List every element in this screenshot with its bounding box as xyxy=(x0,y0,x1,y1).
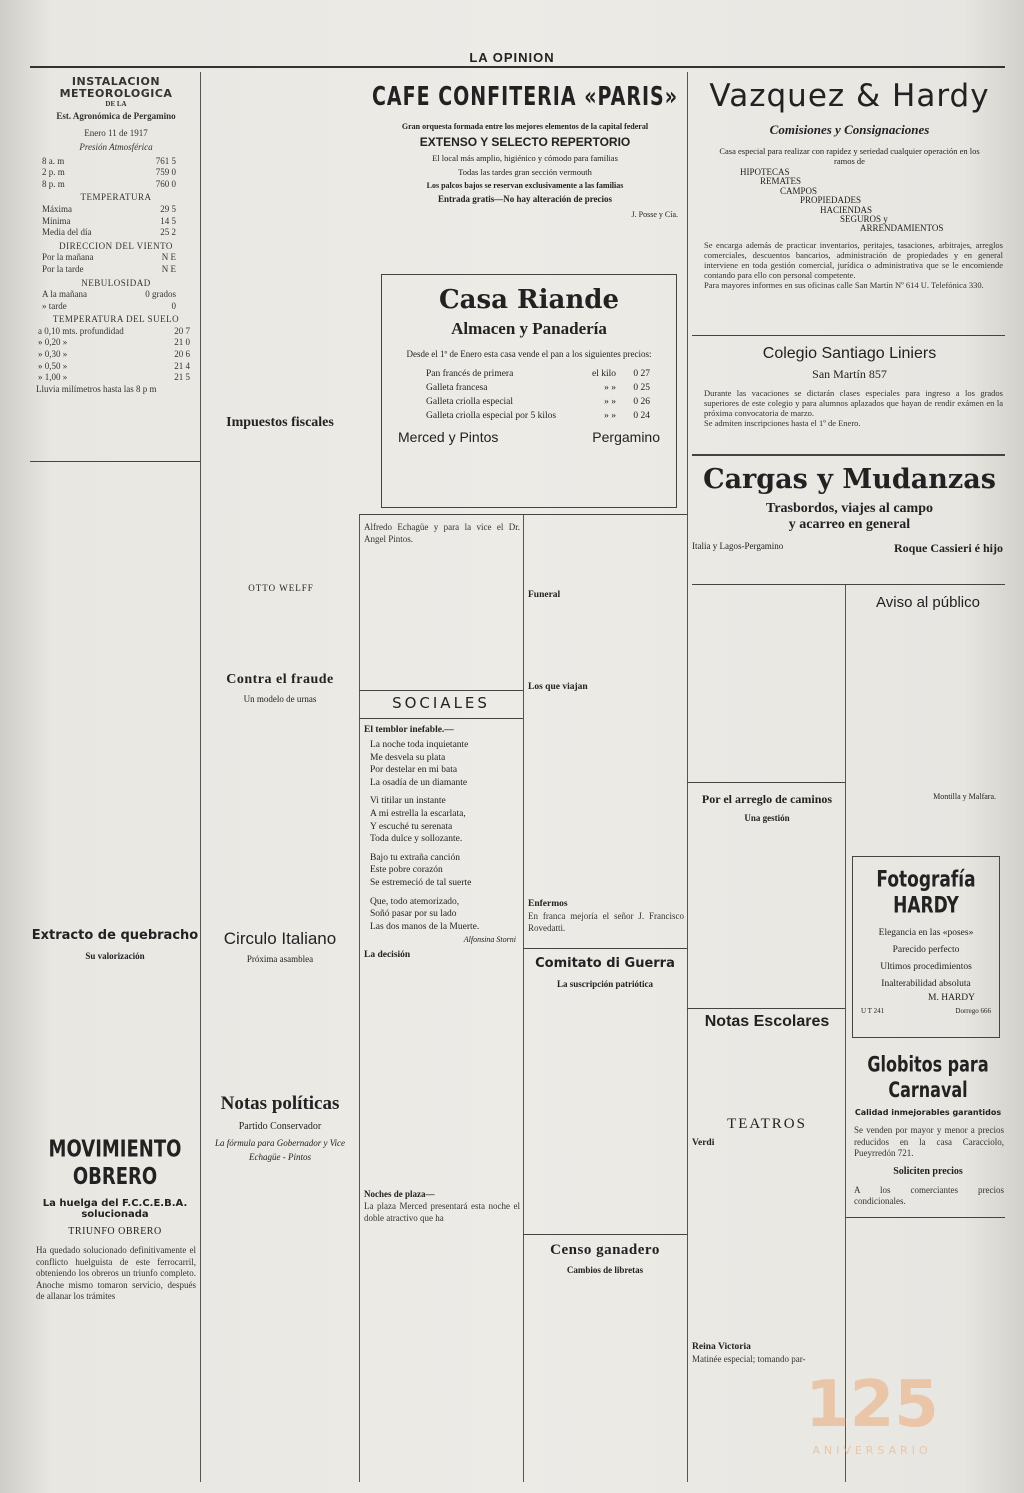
meteo-row-label: » 1,00 » xyxy=(38,372,68,383)
funeral-text xyxy=(528,602,684,682)
sociales-title: SOCIALES xyxy=(392,694,490,712)
fraude-title: Contra el fraude xyxy=(226,672,334,687)
reina-head: Reina Victoria xyxy=(692,1342,751,1352)
poem-line: Toda dulce y sollozante. xyxy=(370,834,463,845)
meteo-date: Enero 11 de 1917 xyxy=(84,128,148,139)
riande-item-unit: » » xyxy=(604,397,616,407)
circulo-title: Circulo Italiano xyxy=(223,929,337,948)
cargas-right: Roque Cassieri é hijo xyxy=(894,541,1003,555)
circulo-text xyxy=(206,970,356,1070)
verdi-head: Verdi xyxy=(692,1138,715,1148)
separator xyxy=(30,461,200,462)
funeral-article xyxy=(528,590,684,934)
meteo-soil-title: TEMPERATURA DEL SUELO xyxy=(52,314,180,325)
col6-bottom-text xyxy=(850,1222,1004,1372)
notas-politicas-sub3: Echagüe - Pintos xyxy=(249,1152,311,1162)
riande-price-item xyxy=(426,381,650,395)
quebracho-article xyxy=(30,928,200,1109)
meteo-row xyxy=(42,289,176,301)
globitos-text: Se venden por mayor y menor a precios reducidos en la casa Caracciolo, Pueyrredón 721. xyxy=(854,1125,1004,1159)
notas-politicas-text xyxy=(206,1168,356,1398)
temblor-article xyxy=(364,725,520,1225)
aviso-title: Aviso al público xyxy=(876,594,980,611)
temblor-head: El temblor inefable.— xyxy=(364,725,454,735)
cargas-left: Italia y Lagos-Pergamino xyxy=(692,541,784,551)
aviso-note xyxy=(854,803,1004,853)
col4-top-text xyxy=(528,522,684,588)
meteo-wind-title: DIRECCION DEL VIENTO xyxy=(59,240,173,251)
cargas-sub2: y acarreo en general xyxy=(788,517,911,532)
meteo-row-label: Por la tarde xyxy=(42,263,84,274)
cargas-title: Cargas y Mudanzas xyxy=(703,464,996,495)
meteo-row xyxy=(42,264,176,276)
foto-line: Elegancia en las «poses» xyxy=(878,928,974,938)
wind-table xyxy=(36,252,196,275)
poem-line: Que, todo atemorizado, xyxy=(370,896,460,907)
meteo-row xyxy=(42,156,176,168)
ad-casa-riande xyxy=(381,274,677,508)
verdi-text xyxy=(692,1150,842,1342)
riande-footer xyxy=(382,423,676,445)
caminos-article xyxy=(690,792,844,1014)
impuestos-text xyxy=(206,437,356,562)
meteo-row-value: 29 5 xyxy=(160,203,176,214)
riande-title: Casa Riande xyxy=(438,285,620,315)
globitos-text2: A los comerciantes precios condicionales. xyxy=(854,1184,1004,1207)
teatros-title: TEATROS xyxy=(727,1116,807,1132)
impuestos-article xyxy=(202,415,358,562)
meteo-row-label: a 0,10 mts. profundidad xyxy=(38,325,124,336)
teatros-article xyxy=(692,1138,842,1366)
noches-text: La plaza Merced presentará esta noche el doble atractivo que ha xyxy=(364,1201,520,1223)
foto-sign: M. HARDY xyxy=(928,993,975,1003)
meteo-row-value: 20 6 xyxy=(174,349,190,360)
fraude-sub: Un modelo de urnas xyxy=(243,694,317,704)
separator xyxy=(523,1234,687,1235)
meteo-row-value: 25 2 xyxy=(160,227,176,238)
riande-price-item xyxy=(426,395,650,409)
poem-line: Este pobre corazón xyxy=(370,865,443,876)
riande-item-unit: el kilo xyxy=(591,369,616,379)
circulo-sub: Próxima asamblea xyxy=(246,954,314,964)
notas-politicas-sub2: La fórmula para Gobernador y Vice xyxy=(214,1138,346,1148)
meteo-row-value: 21 5 xyxy=(174,372,190,383)
globitos-title: Globitos para Carnaval xyxy=(867,1051,989,1103)
meteo-row xyxy=(42,167,176,179)
censo-text xyxy=(528,1283,682,1453)
comitato-title: Comitato di Guerra xyxy=(535,956,675,971)
meteo-row-label: » tarde xyxy=(42,300,67,311)
comitato-article xyxy=(526,956,684,1207)
riande-item-price: 0 26 xyxy=(633,397,650,407)
poem-line: La osadía de un diamante xyxy=(370,777,468,788)
meteo-row-label: 8 p. m xyxy=(42,178,65,189)
meteo-row-label: A la mañana xyxy=(42,289,87,300)
meteo-row xyxy=(38,372,190,384)
meteo-row-value: N E xyxy=(161,252,176,263)
colegio-text1: Durante las vacaciones se dictarán clases especiales para ingreso a los grados superiores de este colegio y para alumnos aplazados que hayan de rendir exámen en la próxima convocatoria de marzo. xyxy=(704,388,1003,418)
separator xyxy=(687,782,845,783)
riande-item-name: Galleta criolla especial por 5 kilos xyxy=(426,411,557,421)
meteo-title: INSTALACION METEOROLOGICA xyxy=(59,75,173,100)
aviso-sign: Montilla y Malfara. xyxy=(933,792,996,801)
cafe-line4: Todas las tardes gran sección vermouth xyxy=(458,167,592,177)
meteo-row-value: 14 5 xyxy=(160,215,176,226)
otto-title: OTTO WELFF xyxy=(248,583,314,593)
watermark-number: 125 xyxy=(805,1368,939,1442)
soil-table xyxy=(36,326,196,384)
vazquez-text1: Casa especial para realizar con rapidez y seriedad cualquier operación en los ramos de xyxy=(719,146,980,166)
meteo-row-label: 2 p. m xyxy=(42,167,65,178)
obrero-head: TRIUNFO OBRERO xyxy=(68,1226,162,1237)
riande-footer-left: Merced y Pintos xyxy=(398,429,499,445)
separator xyxy=(692,584,1005,585)
decision-head: La decisión xyxy=(364,950,411,961)
cafe-line6: Entrada gratis—No hay alteración de precios xyxy=(437,194,613,204)
obrero-text: Ha quedado solucionado definitivamente el conflicto huelguista de este ferrocarril, obteniendo los obreros un triunfo completo. Anoche mismo tomaron servicio, después de allanar los trámites xyxy=(36,1245,196,1302)
vazquez-list-item: PROPIEDADES xyxy=(800,195,862,206)
riande-item-price: 0 27 xyxy=(633,369,650,379)
quebracho-text xyxy=(36,969,196,1109)
separator xyxy=(523,948,687,949)
ad-cargas-mudanzas xyxy=(692,464,1007,556)
obrero-title: MOVIMIENTO OBRERO xyxy=(48,1135,182,1191)
meteo-sub2: Est. Agronómica de Pergamino xyxy=(56,110,176,121)
comitato-text xyxy=(528,997,682,1207)
cafe-line1: Gran orquesta formada entre los mejores elementos de la capital federal xyxy=(401,122,649,131)
riande-item-unit: » » xyxy=(604,383,616,393)
riande-item-name: Galleta francesa xyxy=(426,383,488,393)
reina-text: Matinée especial; tomando par- xyxy=(692,1354,806,1364)
colegio-text2: Se admiten inscripciones hasta el 1º de Enero. xyxy=(704,418,861,428)
column-rule xyxy=(523,515,524,1482)
notas-politicas-sub1: Partido Conservador xyxy=(238,1121,322,1132)
riande-price-list xyxy=(426,367,650,423)
poem-line: Me desvela su plata xyxy=(370,752,446,763)
funeral-head: Funeral xyxy=(528,590,561,600)
escolares-title: Notas Escolares xyxy=(704,1013,830,1030)
cargas-footer xyxy=(692,541,1007,556)
censo-title: Censo ganadero xyxy=(550,1242,660,1258)
vazquez-title: Vazquez & Hardy xyxy=(709,78,990,114)
cafe-line5: Los palcos bajos se reservan exclusivamente a las familias xyxy=(426,181,624,190)
meteo-row-label: » 0,20 » xyxy=(38,337,68,348)
decision-text xyxy=(364,962,520,1187)
obrero-article xyxy=(30,1136,200,1365)
meteo-row-value: 20 7 xyxy=(174,325,190,336)
riande-price-item xyxy=(426,409,650,423)
aviso-text xyxy=(854,617,1004,792)
censo-article xyxy=(526,1242,684,1453)
col1-article-text xyxy=(36,465,196,925)
fraude-article xyxy=(202,672,358,900)
poem-line: Y escuché tu serenata xyxy=(370,821,453,832)
meteo-row xyxy=(38,326,190,338)
meteo-sub1: DE LA xyxy=(105,100,127,109)
cafe-title: CAFE CONFITERIA «PARIS» xyxy=(371,82,679,112)
meteo-row xyxy=(38,361,190,373)
notas-politicas-article xyxy=(202,1093,358,1398)
meteo-row-label: » 0,30 » xyxy=(38,349,68,360)
cafe-line3: El local más amplio, higiénico y cómodo para familias xyxy=(432,153,618,163)
riande-item-price: 0 24 xyxy=(633,411,650,421)
meteo-row-value: 761 5 xyxy=(155,155,176,166)
escolares-text xyxy=(694,1037,842,1117)
meteo-row-label: 8 a. m xyxy=(42,155,65,166)
vazquez-list-item: HACIENDAS xyxy=(820,204,873,215)
colegio-address: San Martín 857 xyxy=(812,367,887,381)
viajan-head: Los que viajan xyxy=(528,682,588,692)
ad-cafe-paris xyxy=(364,78,686,219)
meteo-row xyxy=(42,204,176,216)
meteo-row xyxy=(42,216,176,228)
meteo-row-value: N E xyxy=(161,263,176,274)
masthead-rule xyxy=(30,66,1005,68)
poem-line: Se estremeció de tal suerte xyxy=(370,877,472,888)
foto-foot-right: Dorrego 666 xyxy=(955,1007,991,1015)
cafe-sign: J. Posse y Cía. xyxy=(631,210,678,219)
riande-price-item xyxy=(426,367,650,381)
foto-line: Ultimos procedimientos xyxy=(880,962,972,972)
meteo-pressure-title: Presión Atmosférica xyxy=(79,141,153,152)
col2-top-text xyxy=(206,76,356,406)
riande-item-name: Galleta criolla especial xyxy=(426,397,514,407)
ad-fotografia-hardy xyxy=(852,856,1000,1038)
poem-line: Soñó pasar por su lado xyxy=(370,909,457,920)
foto-line: Inalterabilidad absoluta xyxy=(881,979,971,989)
circulo-article xyxy=(202,929,358,1070)
vazquez-list-item: ARRENDAMIENTOS xyxy=(860,223,944,234)
otto-text xyxy=(206,597,356,657)
col3-top-text: Alfredo Echagüe y para la vice el Dr. Angel Pintos. xyxy=(364,522,520,544)
quebracho-title: Extracto de quebracho xyxy=(31,928,199,943)
meteo-temp-title: TEMPERATURA xyxy=(80,192,152,203)
separator xyxy=(687,1008,845,1009)
riande-subtitle: Almacen y Panadería xyxy=(451,319,607,338)
nebulosity-table xyxy=(36,289,196,312)
impuestos-title: Impuestos fiscales xyxy=(226,415,334,430)
fraude-text xyxy=(206,710,356,900)
vazquez-subtitle: Comisiones y Consignaciones xyxy=(769,122,930,137)
foto-footer xyxy=(853,1003,999,1015)
meteo-row-value: 760 0 xyxy=(155,178,176,189)
meteo-row-label: Mínima xyxy=(42,215,71,226)
vazquez-text3: Para mayores informes en sus oficinas calle San Martín Nº 614 U. Telefónica 330. xyxy=(704,279,984,290)
otto-article xyxy=(206,583,356,657)
foto-lines xyxy=(853,925,999,993)
poem-line: A mi estrella la escarlata, xyxy=(370,808,466,819)
enfermos-text: En franca mejoría el señor J. Francisco Rovedatti. xyxy=(528,911,684,933)
meteo-report xyxy=(36,76,196,395)
obrero-sub: La huelga del F.C.C.E.B.A. solucionada xyxy=(42,1198,188,1220)
meteo-row-label: Máxima xyxy=(42,203,72,214)
meteo-neb-title: NEBULOSIDAD xyxy=(81,277,151,288)
meteo-row-value: 759 0 xyxy=(155,167,176,178)
column-rule xyxy=(687,72,688,1482)
meteo-rain: Lluvia milímetros hasta las 8 p m xyxy=(36,383,157,394)
cargas-sub1: Trasbordos, viajes al campo xyxy=(766,501,933,516)
vazquez-list-item: CAMPOS xyxy=(780,185,818,196)
globitos-sub: Calidad inmejorables garantidos xyxy=(854,1108,1002,1117)
meteo-row-value: 0 xyxy=(171,300,176,311)
riande-item-price: 0 25 xyxy=(633,383,650,393)
meteo-row xyxy=(42,227,176,239)
vazquez-text2: Se encarga además de practicar inventarios, peritajes, tasaciones, arbitrajes, arreglos comerciales, descuentos bancarios, administración de propiedades y en general interviene en toda gestión comercial, jurídica o administrativa que se le encomiende contando para ello con personal competente. xyxy=(704,239,1003,280)
ad-colegio-liniers xyxy=(692,345,1007,428)
riande-footer-right: Pergamino xyxy=(592,429,660,445)
column-rule xyxy=(200,72,201,1482)
meteo-row xyxy=(42,301,176,313)
watermark-label: ANIVERSARIO xyxy=(812,1444,932,1457)
masthead: LA OPINION xyxy=(469,50,555,65)
riande-item-name: Pan francés de primera xyxy=(426,369,514,379)
meteo-row xyxy=(38,337,190,349)
meteo-row-label: » 0,50 » xyxy=(38,360,68,371)
column-rule xyxy=(359,515,360,1482)
col5-top-text xyxy=(692,592,842,772)
meteo-row-value: 0 grados xyxy=(145,289,176,300)
vazquez-list xyxy=(692,168,1007,234)
comitato-sub: La suscripción patriótica xyxy=(557,979,653,989)
aviso-article xyxy=(850,594,1006,853)
separator xyxy=(359,514,687,515)
enfermos-head: Enfermos xyxy=(528,899,568,909)
riande-intro: Desde el 1º de Enero esta casa vende el pan a los siguientes precios: xyxy=(406,349,652,359)
caminos-text xyxy=(694,829,842,1014)
caminos-sub: Una gestión xyxy=(744,813,790,823)
meteo-row xyxy=(42,252,176,264)
meteo-row-label: Por la mañana xyxy=(42,252,94,263)
colegio-title: Colegio Santiago Liniers xyxy=(762,345,937,362)
ad-globitos xyxy=(850,1050,1006,1208)
temperature-table xyxy=(36,204,196,239)
foto-title: Fotografía HARDY xyxy=(876,867,976,919)
escolares-article xyxy=(690,1013,844,1117)
poem-line: Vi titilar un instante xyxy=(370,796,446,807)
foto-foot-left: U T 241 xyxy=(861,1007,885,1015)
vazquez-list-item: REMATES xyxy=(760,176,802,187)
vazquez-list-item: HIPOTECAS xyxy=(740,167,790,177)
separator xyxy=(692,335,1005,336)
caminos-title: Por el arreglo de caminos xyxy=(701,792,833,806)
separator xyxy=(359,718,523,719)
foto-line: Parecido perfecto xyxy=(892,945,960,955)
poem-line: Bajo tu extraña canción xyxy=(370,852,460,863)
column-rule xyxy=(845,585,846,1482)
ad-vazquez-hardy xyxy=(692,78,1007,290)
poem-author: Alfonsina Storni xyxy=(463,935,516,945)
separator xyxy=(359,690,523,691)
meteo-row xyxy=(42,179,176,191)
vazquez-list-item: SEGUROS y xyxy=(840,214,888,225)
poem-line: Por destelar en mi bata xyxy=(370,765,458,776)
meteo-row-value: 21 0 xyxy=(174,337,190,348)
cafe-line2: EXTENSO Y SELECTO REPERTORIO xyxy=(419,135,631,149)
riande-item-unit: » » xyxy=(604,411,616,421)
meteo-row-value: 21 4 xyxy=(174,360,190,371)
quebracho-sub: Su valorización xyxy=(85,951,145,961)
noches-head: Noches de plaza— xyxy=(364,1189,435,1200)
poem xyxy=(370,739,520,933)
meteo-row-label: Media del día xyxy=(42,227,92,238)
pressure-table xyxy=(36,156,196,191)
globitos-head: Soliciten precios xyxy=(893,1165,963,1177)
separator xyxy=(692,454,1005,456)
viajan-text xyxy=(528,694,684,899)
censo-sub: Cambios de libretas xyxy=(566,1265,644,1275)
poem-line: Las dos manos de la Muerte. xyxy=(370,921,480,932)
notas-politicas-title: Notas políticas xyxy=(220,1093,340,1114)
separator xyxy=(845,1217,1005,1218)
poem-line: La noche toda inquietante xyxy=(370,740,469,750)
meteo-row xyxy=(38,349,190,361)
